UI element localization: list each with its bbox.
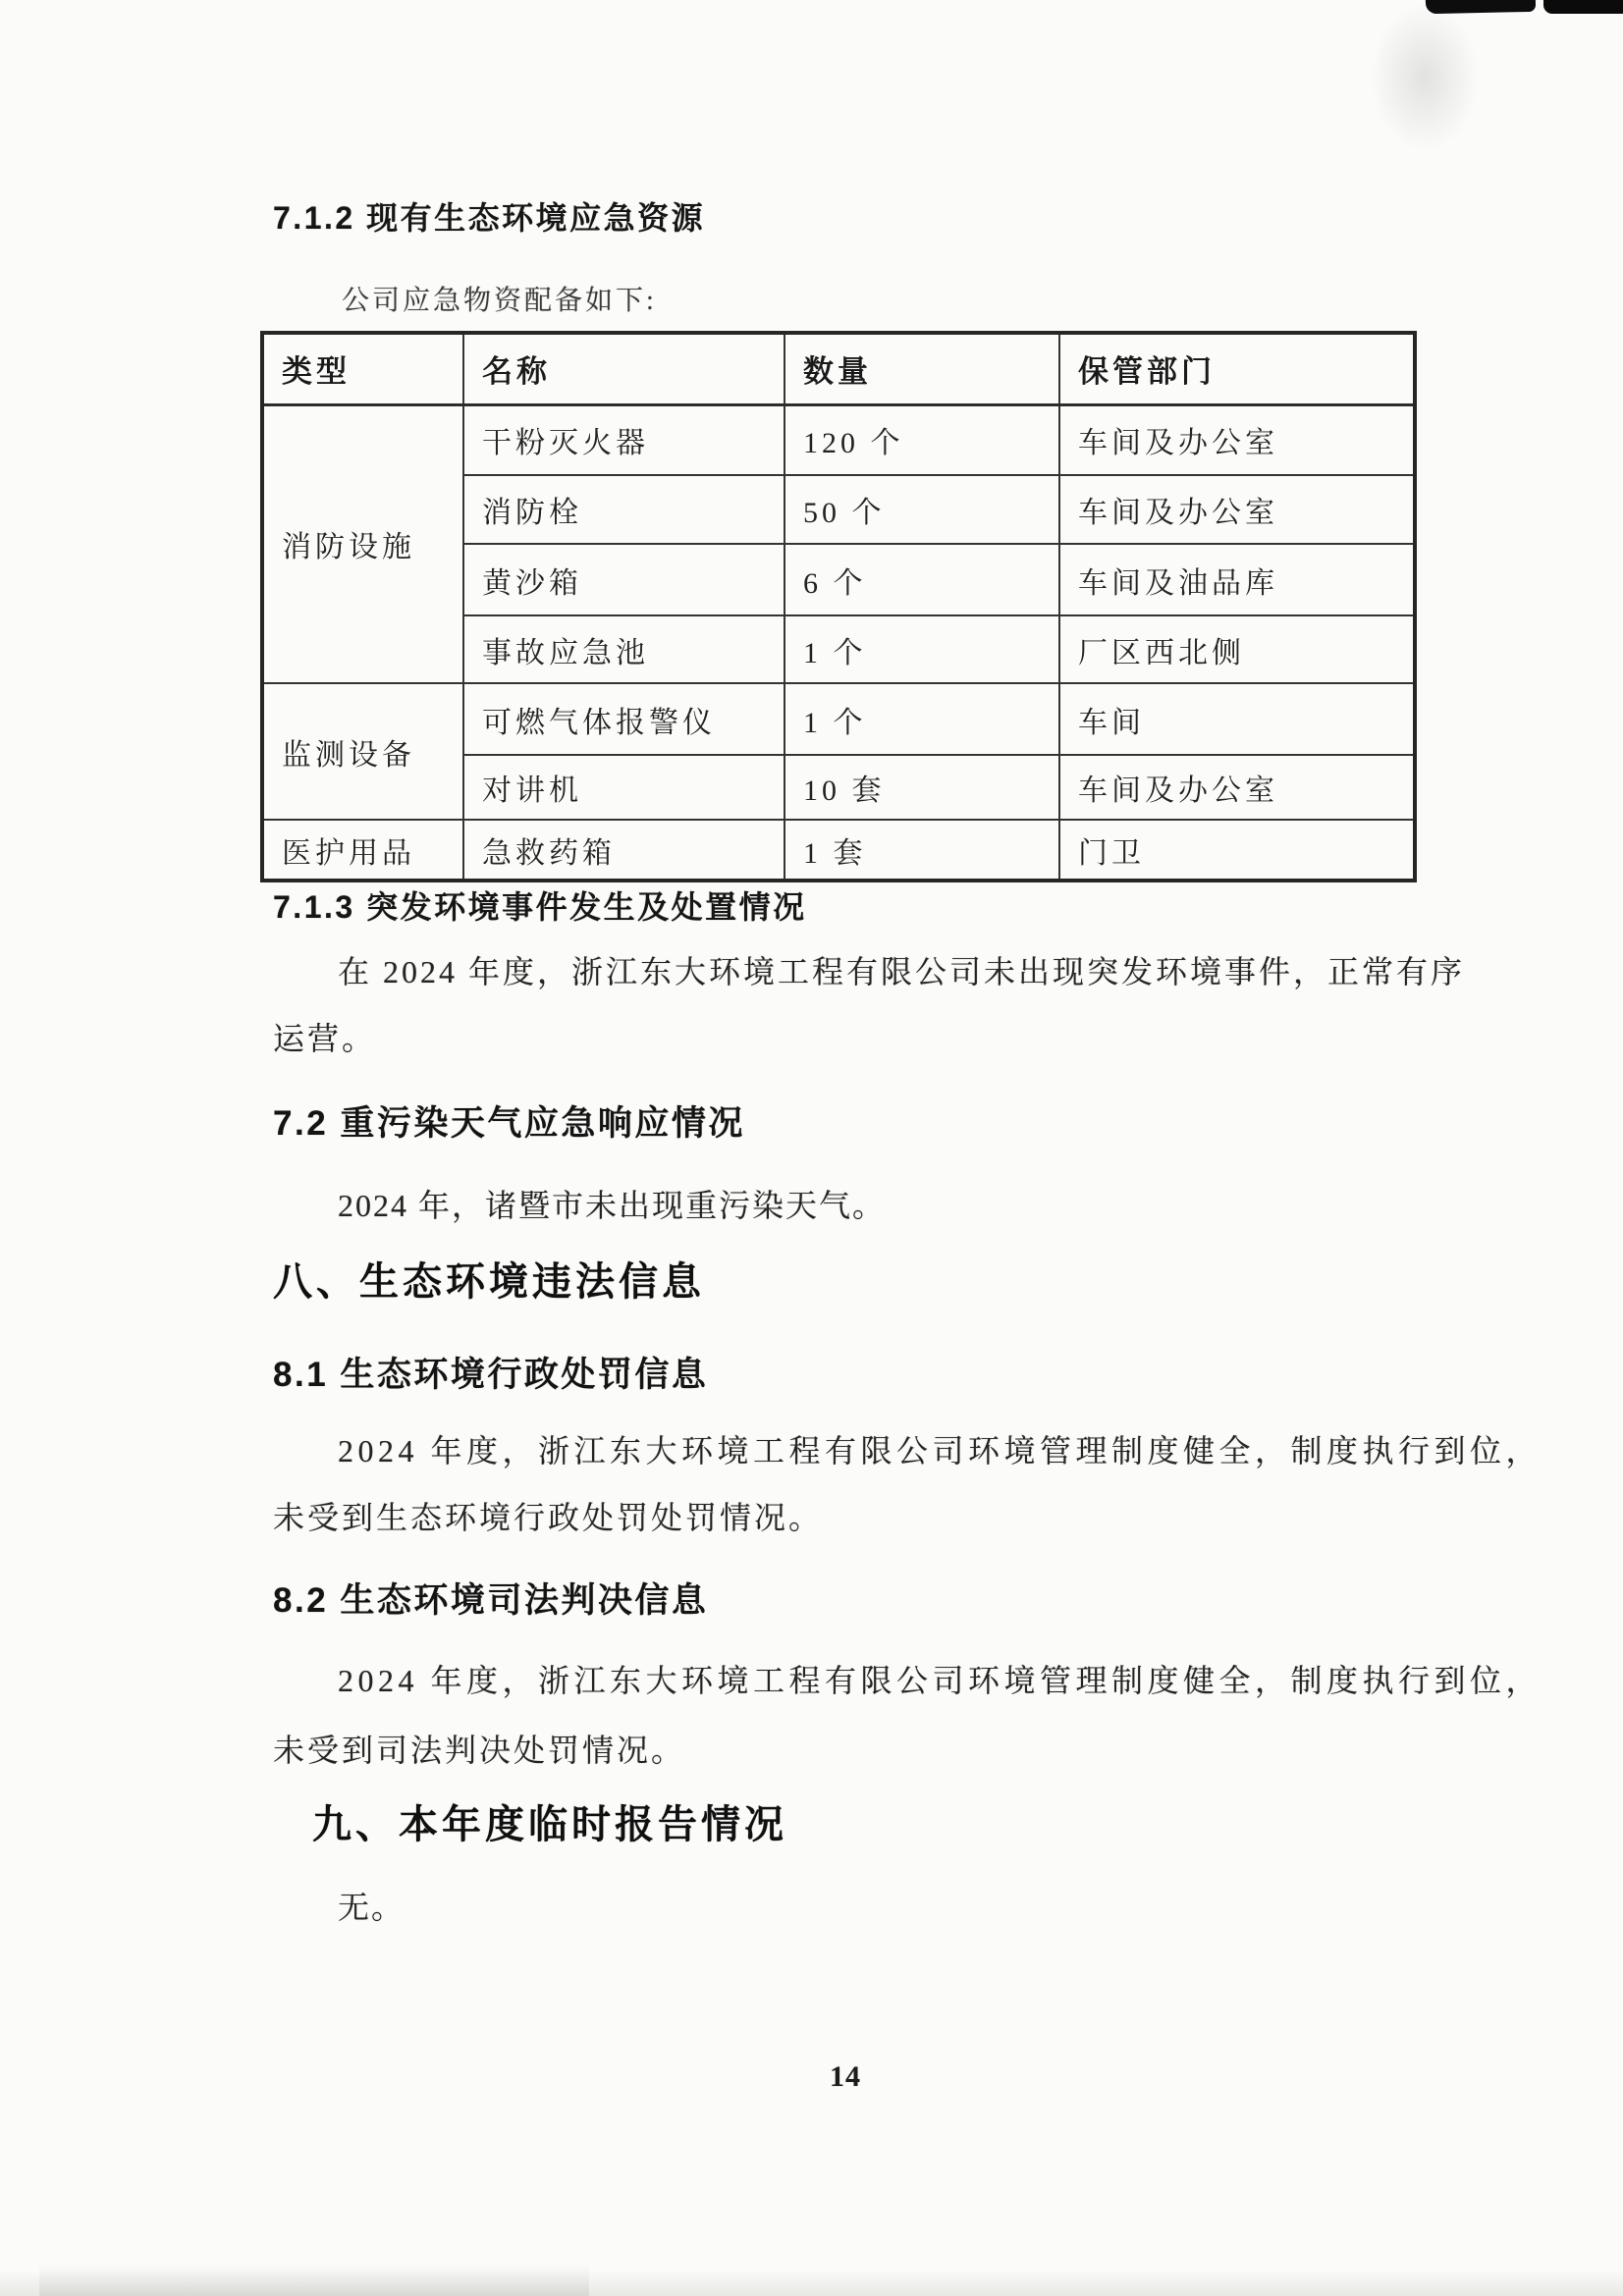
qty-cell: 10 套	[784, 755, 1059, 820]
heading-9: 九、本年度临时报告情况	[312, 1803, 787, 1846]
qty-cell: 120 个	[784, 404, 1059, 475]
column-header-dept: 保管部门	[1059, 333, 1415, 404]
paragraph-line: 2024 年度，浙江东大环境工程有限公司环境管理制度健全，制度执行到位，	[338, 1663, 1542, 1698]
paragraph-line: 在 2024 年度，浙江东大环境工程有限公司未出现突发环境事件，正常有序	[338, 954, 1466, 989]
paragraph-line: 2024 年度，浙江东大环境工程有限公司环境管理制度健全，制度执行到位，	[338, 1433, 1542, 1468]
dept-cell: 车间及办公室	[1059, 475, 1415, 544]
column-header-type: 类型	[262, 333, 463, 404]
table-intro-text: 公司应急物资配备如下:	[342, 286, 657, 316]
dept-cell: 车间及油品库	[1059, 544, 1415, 615]
name-cell: 黄沙箱	[463, 544, 784, 615]
heading-7-2: 7.2 重污染天气应急响应情况	[273, 1104, 745, 1143]
name-cell: 消防栓	[463, 475, 784, 544]
table-row	[262, 820, 1415, 881]
qty-cell: 1 套	[784, 820, 1059, 881]
paragraph-line: 运营。	[273, 1021, 377, 1056]
type-cell-fire: 消防设施	[262, 404, 463, 683]
qty-cell: 50 个	[784, 475, 1059, 544]
heading-7-1-3: 7.1.3 突发环境事件发生及处置情况	[273, 889, 807, 925]
emergency-supplies-table	[260, 331, 1417, 882]
dept-cell: 厂区西北侧	[1059, 615, 1415, 683]
qty-cell: 1 个	[784, 683, 1059, 755]
qty-cell: 6 个	[784, 544, 1059, 615]
paragraph-line: 未受到生态环境行政处罚处罚情况。	[273, 1500, 824, 1535]
scan-artifact-smudge	[1371, 4, 1479, 151]
paragraph-line: 未受到司法判决处罚情况。	[273, 1733, 686, 1768]
column-header-name: 名称	[463, 333, 784, 404]
heading-8: 八、生态环境违法信息	[273, 1260, 705, 1304]
scan-artifact-bottom-shadow	[39, 2263, 589, 2296]
paragraph-line: 无。	[338, 1890, 406, 1925]
table-row	[262, 404, 1415, 475]
dept-cell: 车间及办公室	[1059, 755, 1415, 820]
name-cell: 急救药箱	[463, 820, 784, 881]
name-cell: 可燃气体报警仪	[463, 683, 784, 755]
page-number: 14	[830, 2060, 861, 2093]
name-cell: 干粉灭火器	[463, 404, 784, 475]
name-cell: 对讲机	[463, 755, 784, 820]
dept-cell: 门卫	[1059, 820, 1415, 881]
table-header-row	[262, 333, 1415, 404]
type-cell-medical: 医护用品	[262, 820, 463, 881]
heading-7-1-2: 7.1.2 现有生态环境应急资源	[273, 200, 706, 236]
qty-cell: 1 个	[784, 615, 1059, 683]
dept-cell: 车间及办公室	[1059, 404, 1415, 475]
heading-8-2: 8.2 生态环境司法判决信息	[273, 1581, 709, 1620]
paragraph-line: 2024 年，诸暨市未出现重污染天气。	[338, 1188, 887, 1223]
heading-8-1: 8.1 生态环境行政处罚信息	[273, 1356, 709, 1394]
column-header-qty: 数量	[784, 333, 1059, 404]
type-cell-monitor: 监测设备	[262, 683, 463, 820]
dept-cell: 车间	[1059, 683, 1415, 755]
scan-artifact-mark	[1543, 0, 1623, 14]
name-cell: 事故应急池	[463, 615, 784, 683]
table-row	[262, 683, 1415, 755]
